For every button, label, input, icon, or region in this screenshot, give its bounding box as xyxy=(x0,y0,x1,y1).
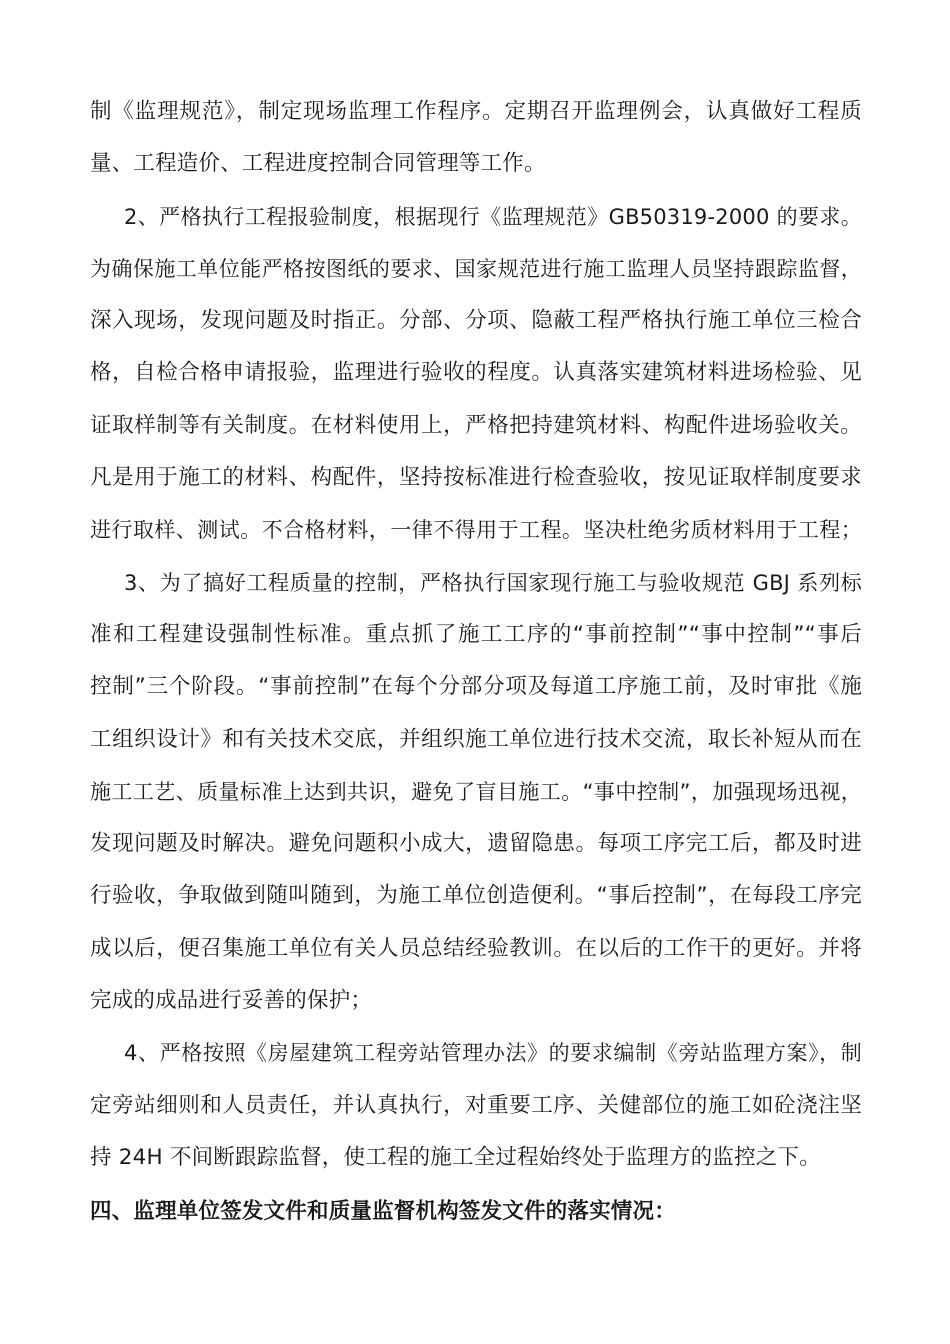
text-line: 工组织设计》和有关技术交底，并组织施工单位进行技术交流，取长补短从而在 xyxy=(90,726,862,752)
section-heading: 四、监理单位签发文件和质量监督机构签发文件的落实情况： xyxy=(90,1199,676,1225)
text-line: 4、严格按照《房屋建筑工程旁站管理办法》的要求编制《旁站监理方案》，制 xyxy=(124,1041,862,1066)
text-line: 为确保施工单位能严格按图纸的要求、国家规范进行施工监理人员坚持跟踪监督， xyxy=(90,256,862,281)
text-line: 证取样制等有关制度。在材料使用上，严格把持建筑材料、构配件进场验收关。 xyxy=(90,412,862,438)
text-line: 成以后，便召集施工单位有关人员总结经验教训。在以后的工作干的更好。并将 xyxy=(90,935,862,961)
text-line: 2、严格执行工程报验制度，根据现行《监理规范》GB50319-2000 的要求。 xyxy=(124,204,862,229)
text-line: 进行取样、测试。不合格材料，一律不得用于工程。坚决杜绝劣质材料用于工程； xyxy=(90,518,862,543)
text-line: 量、工程造价、工程进度控制合同管理等工作。 xyxy=(90,151,546,177)
text-line: 制《监理规范》，制定现场监理工作程序。定期召开监理例会，认真做好工程质 xyxy=(90,99,862,124)
text-line: 持 24H 不间断跟踪监督，使工程的施工全过程始终处于监理方的监控之下。 xyxy=(90,1144,821,1170)
text-line: 凡是用于施工的材料、构配件，坚持按标准进行检查验收，按见证取样制度要求 xyxy=(90,465,862,491)
text-line: 控制”三个阶段。“事前控制”在每个分部分项及每道工序施工前，及时审批《施 xyxy=(90,674,862,700)
text-line: 3、为了搞好工程质量的控制，严格执行国家现行施工与验收规范 GBJ 系列标 xyxy=(124,570,862,595)
text-line: 定旁站细则和人员责任，并认真执行，对重要工序、关健部位的施工如砼浇注坚 xyxy=(90,1092,862,1118)
text-line: 格，自检合格申请报验，监理进行验收的程度。认真落实建筑材料进场检验、见 xyxy=(90,360,862,386)
text-line: 准和工程建设强制性标准。重点抓了施工工序的“事前控制”“事中控制”“事后 xyxy=(90,621,862,647)
text-line: 完成的成品进行妥善的保护； xyxy=(90,988,373,1014)
text-line: 施工工艺、质量标准上达到共识，避免了盲目施工。“事中控制”，加强现场迅视， xyxy=(90,779,862,804)
text-line: 深入现场，发现问题及时指正。分部、分项、隐蔽工程严格执行施工单位三检合 xyxy=(90,308,862,334)
text-line: 行验收，争取做到随叫随到，为施工单位创造便利。“事后控制”，在每段工序完 xyxy=(90,883,862,909)
text-line: 发现问题及时解决。避免问题积小成大，遗留隐患。每项工序完工后，都及时进 xyxy=(90,831,862,857)
document-page xyxy=(90,86,862,1239)
